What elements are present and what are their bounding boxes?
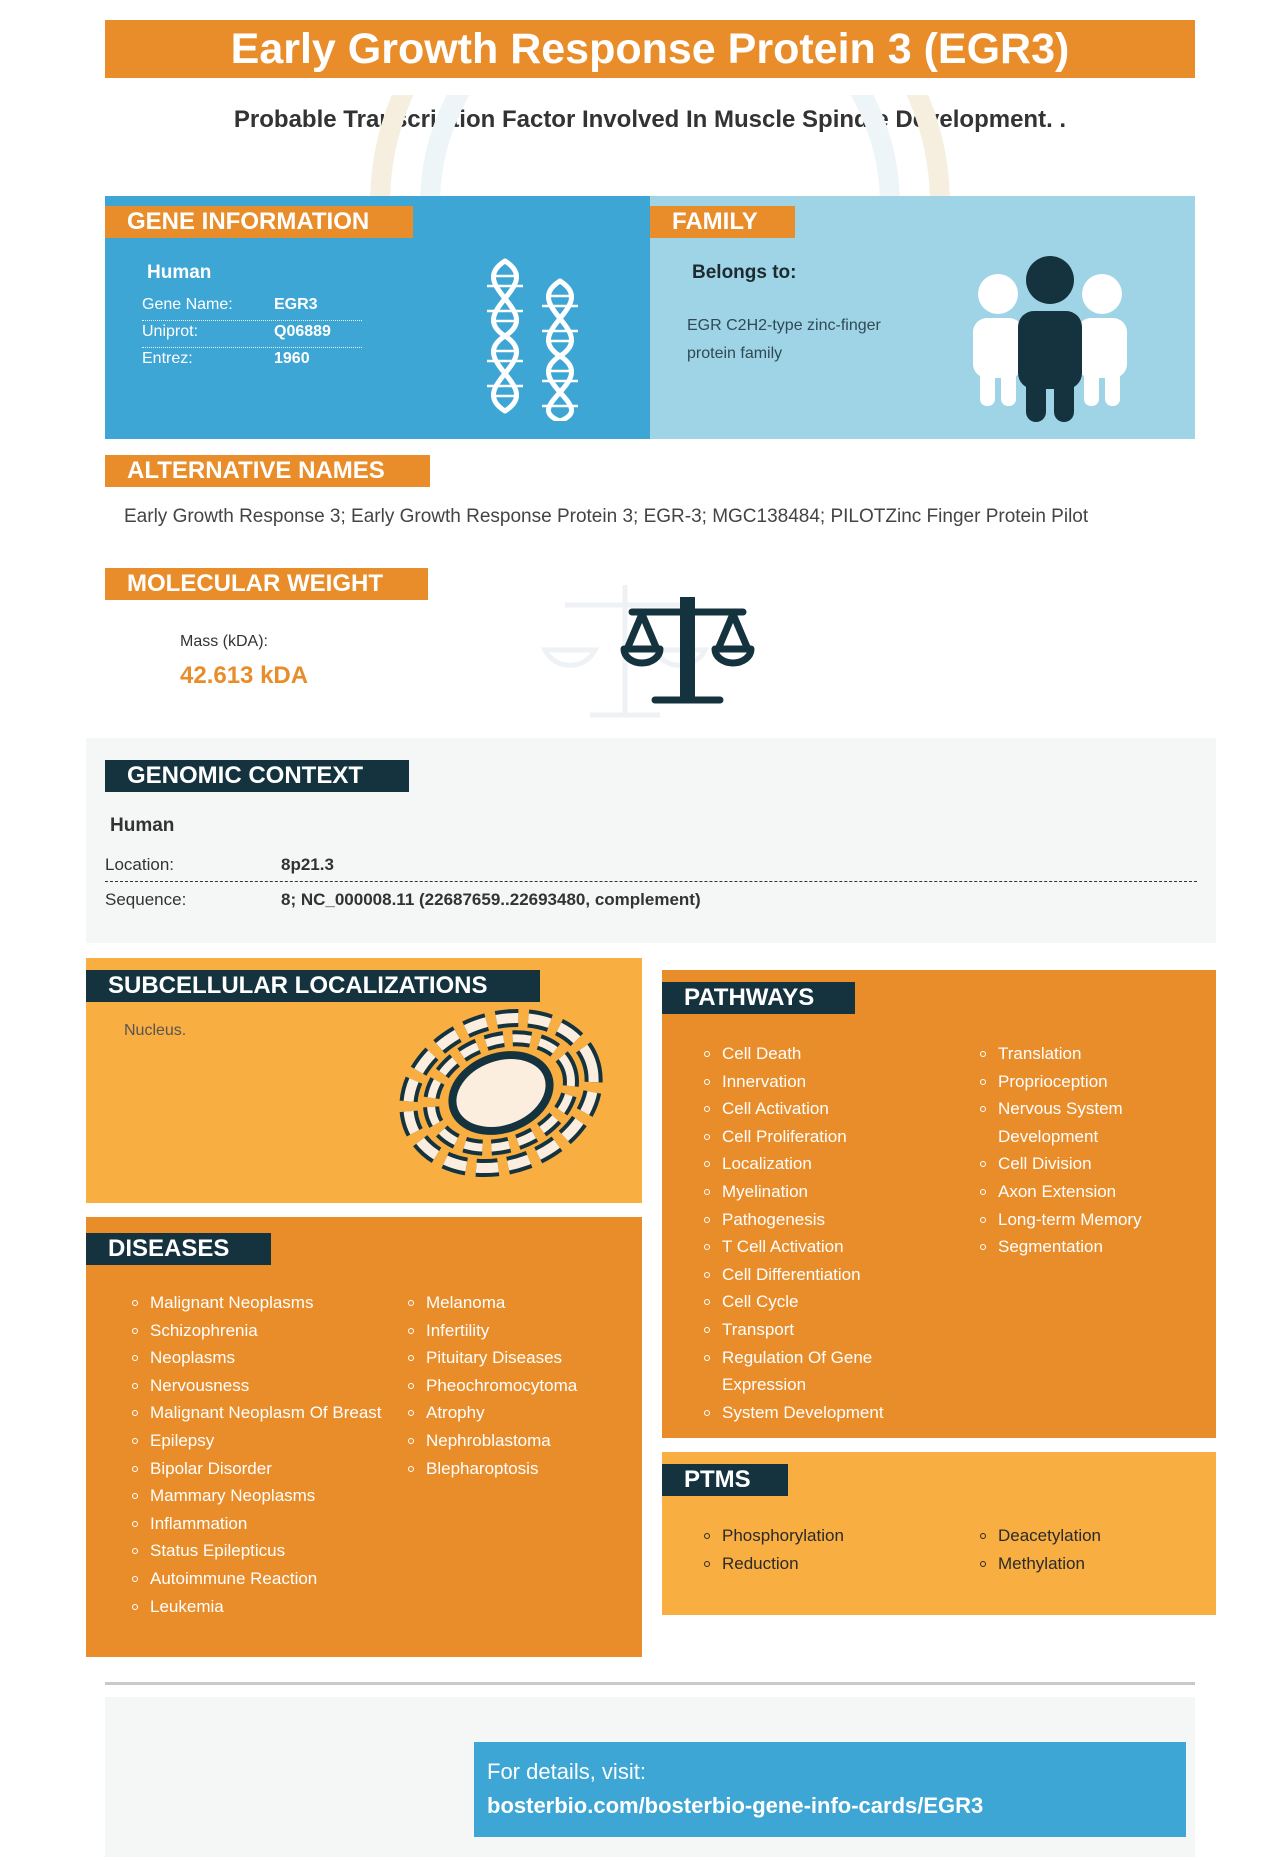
mass-label: Mass (kDA):: [180, 633, 268, 650]
list-item: Transport: [704, 1316, 934, 1344]
gene-information-heading: GENE INFORMATION: [105, 206, 413, 238]
list-item: Inflammation: [132, 1510, 382, 1538]
list-item: Translation: [980, 1040, 1180, 1068]
list-item: Mammary Neoplasms: [132, 1482, 382, 1510]
molecular-weight-heading: MOLECULAR WEIGHT: [105, 568, 428, 600]
ptms-list-2: [980, 1522, 1180, 1577]
list-item: Atrophy: [408, 1399, 638, 1427]
pathways-list-1: [704, 1040, 934, 1426]
entrez-value: 1960: [274, 350, 310, 367]
page-subtitle: Probable Transcription Factor Involved In Muscle Spindle Development. .: [233, 106, 1067, 133]
diseases-panel: [86, 1217, 642, 1657]
uniprot-row: [142, 323, 387, 345]
dna-helix-icon: [465, 256, 615, 421]
list-item: Autoimmune Reaction: [132, 1565, 382, 1593]
subcellular-heading: SUBCELLULAR LOCALIZATIONS: [86, 970, 540, 1002]
cell-nucleus-icon: [396, 988, 606, 1193]
balance-scale-icon: [620, 592, 755, 707]
list-item: Schizophrenia: [132, 1317, 382, 1345]
list-item: Pathogenesis: [704, 1206, 934, 1234]
list-item: Myelination: [704, 1178, 934, 1206]
list-item: Cell Death: [704, 1040, 934, 1068]
watermark-arc-icon: [360, 95, 960, 205]
details-link-box[interactable]: [474, 1742, 1186, 1837]
ptms-panel: [662, 1452, 1216, 1615]
location-value: 8p21.3: [281, 855, 334, 874]
divider: [105, 881, 1197, 882]
divider: [142, 347, 362, 348]
page-title: Early Growth Response Protein 3 (EGR3): [105, 20, 1195, 78]
list-item: Innervation: [704, 1068, 934, 1096]
list-item: Malignant Neoplasms: [132, 1289, 382, 1317]
family-heading: FAMILY: [650, 206, 795, 238]
list-item: Epilepsy: [132, 1427, 382, 1455]
gene-species: Human: [147, 262, 212, 283]
uniprot-key: Uniprot:: [142, 323, 199, 340]
list-item: System Development: [704, 1399, 934, 1427]
family-line-2: protein family: [687, 345, 783, 362]
list-item: Localization: [704, 1150, 934, 1178]
mass-value: 42.613 kDA: [180, 662, 309, 689]
footer-divider: [105, 1682, 1195, 1685]
alternative-names-text: Early Growth Response 3; Early Growth Response Protein 3; EGR-3; MGC138484; PILOTZinc Finger Protein Pilot: [124, 506, 1089, 527]
ptms-list-1: [704, 1522, 934, 1577]
gene-name-value: EGR3: [274, 296, 318, 313]
belongs-to-label: Belongs to:: [692, 262, 797, 283]
family-line-1: EGR C2H2-type zinc-finger: [687, 317, 881, 334]
list-item: Nervousness: [132, 1372, 382, 1400]
entrez-row: [142, 350, 387, 372]
list-item: Leukemia: [132, 1593, 382, 1621]
gene-name-key: Gene Name:: [142, 296, 233, 313]
alternative-names-heading: ALTERNATIVE NAMES: [105, 455, 430, 487]
gene-name-row: [142, 296, 387, 318]
location-key: Location:: [105, 855, 174, 874]
divider: [142, 320, 362, 321]
list-item: Malignant Neoplasm Of Breast: [132, 1399, 382, 1427]
list-item: Blepharoptosis: [408, 1455, 638, 1483]
diseases-list-2: [408, 1289, 638, 1482]
list-item: Cell Proliferation: [704, 1123, 934, 1151]
list-item: T Cell Activation: [704, 1233, 934, 1261]
list-item: Cell Activation: [704, 1095, 934, 1123]
pathways-heading: PATHWAYS: [662, 982, 855, 1014]
list-item: Segmentation: [980, 1233, 1180, 1261]
diseases-list-1: [132, 1289, 382, 1620]
subcellular-localizations-panel: [86, 958, 642, 1203]
list-item: Long-term Memory: [980, 1206, 1180, 1234]
list-item: Cell Division: [980, 1150, 1180, 1178]
uniprot-value: Q06889: [274, 323, 331, 340]
list-item: Cell Differentiation: [704, 1261, 934, 1289]
subcellular-text: Nucleus.: [124, 1022, 187, 1039]
list-item: Pheochromocytoma: [408, 1372, 638, 1400]
diseases-heading: DISEASES: [86, 1233, 271, 1265]
list-item: Nervous System Development: [980, 1095, 1140, 1150]
genomic-context-heading: GENOMIC CONTEXT: [105, 760, 409, 792]
list-item: Cell Cycle: [704, 1288, 934, 1316]
genomic-context-panel: [86, 738, 1216, 943]
genomic-species: Human: [110, 815, 175, 836]
list-item: Neoplasms: [132, 1344, 382, 1372]
list-item: Melanoma: [408, 1289, 638, 1317]
list-item: Proprioception: [980, 1068, 1180, 1096]
details-link[interactable]: bosterbio.com/bosterbio-gene-info-cards/EGR3: [487, 1793, 984, 1818]
people-group-icon: [970, 256, 1130, 426]
list-item: Deacetylation: [980, 1522, 1180, 1550]
details-label: For details, visit:: [487, 1759, 646, 1784]
pathways-panel: [662, 970, 1216, 1438]
sequence-value: 8; NC_000008.11 (22687659..22693480, complement): [281, 890, 701, 909]
list-item: Reduction: [704, 1550, 934, 1578]
list-item: Status Epilepticus: [132, 1537, 382, 1565]
family-description: [687, 312, 881, 368]
ptms-heading: PTMS: [662, 1464, 788, 1496]
list-item: Infertility: [408, 1317, 638, 1345]
gene-information-panel: [105, 196, 650, 439]
family-panel: [650, 196, 1195, 439]
list-item: Bipolar Disorder: [132, 1455, 382, 1483]
sequence-key: Sequence:: [105, 890, 187, 909]
list-item: Methylation: [980, 1550, 1180, 1578]
list-item: Pituitary Diseases: [408, 1344, 638, 1372]
list-item: Axon Extension: [980, 1178, 1180, 1206]
list-item: Nephroblastoma: [408, 1427, 638, 1455]
list-item: Regulation Of Gene Expression: [704, 1344, 884, 1399]
list-item: Phosphorylation: [704, 1522, 934, 1550]
pathways-list-2: [980, 1040, 1180, 1261]
entrez-key: Entrez:: [142, 350, 193, 367]
